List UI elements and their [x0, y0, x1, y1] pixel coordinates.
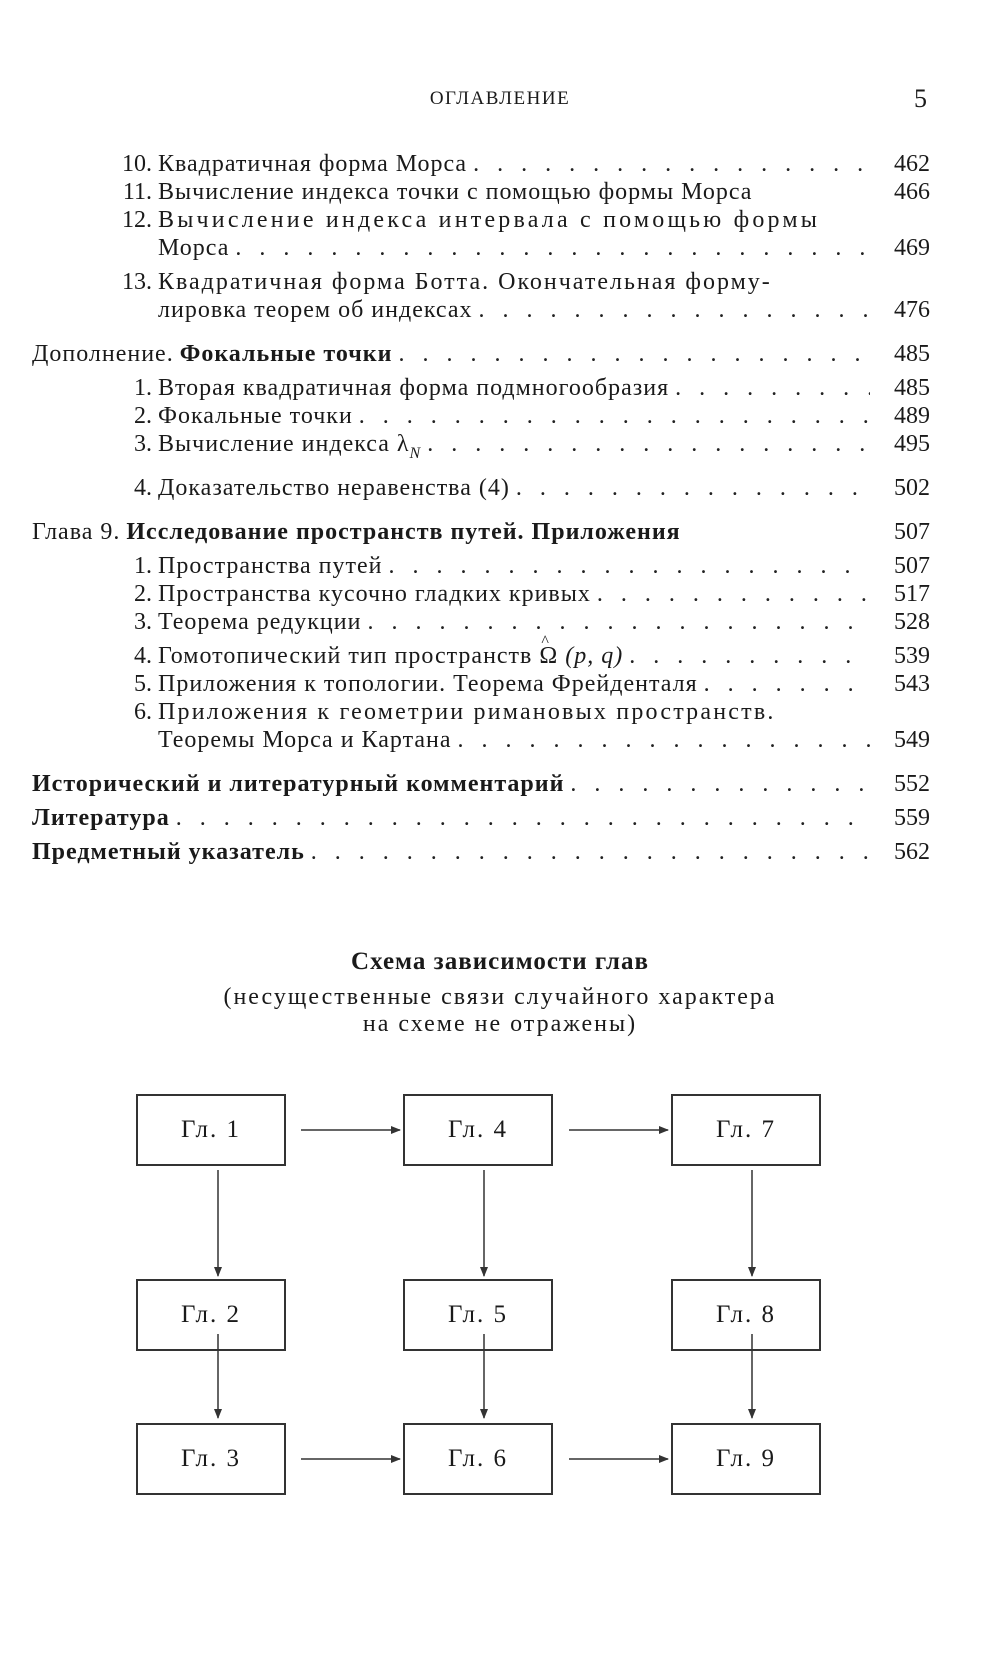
toc-entry-page: 543: [894, 671, 930, 697]
toc-entry-title: Вычисление индекса $\lambda_N$: [158, 431, 422, 462]
toc-entry-number: 4.: [134, 475, 152, 501]
chapter-box-6[interactable]: Гл. 6: [403, 1423, 553, 1495]
toc-entry-number: 10.: [122, 151, 152, 177]
scheme-note-line1: (несущественные связи случайного характера: [223, 984, 777, 1010]
toc-entry-title: Пространства кусочно гладких кривых: [158, 581, 591, 607]
toc-entry-title: Приложения к топологии. Теорема Фрейденталя: [158, 671, 698, 697]
toc-entry-title: Доказательство неравенства (4): [158, 475, 510, 501]
toc-entry-number: 4.: [134, 643, 152, 669]
toc-entry-number: 1.: [134, 375, 152, 401]
toc-entry-title-line2: Теоремы Морса и Картана: [158, 727, 452, 753]
chapter-box-2[interactable]: Гл. 2: [136, 1279, 286, 1351]
toc-entry-title-line2: лировка теорем об индексах: [158, 297, 473, 323]
chapter-box-3[interactable]: Гл. 3: [136, 1423, 286, 1495]
toc-entry-page: 549: [894, 727, 930, 753]
toc-entry-page: 462: [894, 151, 930, 177]
toc-entry-number: 5.: [134, 671, 152, 697]
chapter-box-8[interactable]: Гл. 8: [671, 1279, 821, 1351]
toc-entry-page: 485: [894, 341, 930, 367]
toc-entry-page: 507: [894, 519, 930, 545]
toc-entry-page: 485: [894, 375, 930, 401]
chapter-box-7[interactable]: Гл. 7: [671, 1094, 821, 1166]
chapter-box-1[interactable]: Гл. 1: [136, 1094, 286, 1166]
toc-entry-page: 539: [894, 643, 930, 669]
toc-entry-number: 1.: [134, 553, 152, 579]
toc-entry-number: 6.: [134, 699, 152, 725]
toc-entry-page: 507: [894, 553, 930, 579]
toc-entry-page: 489: [894, 403, 930, 429]
toc-entry-title: Квадратичная форма Морса: [158, 151, 468, 177]
toc-entry-title: Вычисление индекса точки с помощью формы Морса: [158, 179, 753, 205]
toc-entry-number: 11.: [122, 179, 152, 205]
toc-entry-title: Пространства путей: [158, 553, 383, 579]
toc-entry-number: 2.: [134, 403, 152, 429]
toc-entry-title-line2: Морса: [158, 235, 230, 261]
toc-entry-number: 13.: [122, 269, 152, 295]
running-header: ОГЛАВЛЕНИЕ: [429, 88, 571, 109]
chapter-box-5[interactable]: Гл. 5: [403, 1279, 553, 1351]
toc-entry-page: 552: [894, 771, 930, 797]
chapter-title: Исследование пространств путей. Приложения: [126, 519, 681, 545]
toc-entry-number: 2.: [134, 581, 152, 607]
subscript: N: [409, 445, 422, 462]
toc-entry-title-line1: Вычисление индекса интервала с помощью формы: [158, 207, 821, 233]
toc-entry-title: Исторический и литературный комментарий: [32, 771, 565, 797]
toc-entry-page: 469: [894, 235, 930, 261]
toc-entry-page: 517: [894, 581, 930, 607]
toc-entry-page: 476: [894, 297, 930, 323]
toc-entry-title: Вторая квадратичная форма подмногообразия: [158, 375, 670, 401]
toc-entry-page: 495: [894, 431, 930, 457]
toc-entry-page: 466: [894, 179, 930, 205]
chapter-box-4[interactable]: Гл. 4: [403, 1094, 553, 1166]
toc-entry-number: 3.: [134, 609, 152, 635]
scheme-title: Схема зависимости глав: [351, 948, 649, 975]
chapter-label: Глава 9.: [32, 519, 121, 545]
toc-entry-page: 562: [894, 839, 930, 865]
toc-entry-page: 559: [894, 805, 930, 831]
toc-entry-title: Гомотопический тип пространств ^ Ω (p, q): [158, 642, 623, 670]
omega-hat-symbol: ^ Ω: [539, 642, 558, 670]
toc-entry-title-line1: Приложения к геометрии римановых пространств.: [158, 699, 776, 725]
toc-entry-title: Фокальные точки: [158, 403, 353, 429]
toc-entry-title: Литература: [32, 805, 170, 831]
toc-entry-title-line1: Квадратичная форма Ботта. Окончательная форму-: [158, 269, 772, 295]
chapter-box-9[interactable]: Гл. 9: [671, 1423, 821, 1495]
toc-entry-title: Теорема редукции: [158, 609, 362, 635]
toc-entry-page: 502: [894, 475, 930, 501]
page-number: 5: [914, 84, 927, 113]
toc-entry-number: 12.: [122, 207, 152, 233]
appendix-label: Дополнение.: [32, 341, 174, 367]
appendix-title: Фокальные точки: [179, 341, 393, 367]
toc-entry-page: 528: [894, 609, 930, 635]
scheme-note-line2: на схеме не отражены): [362, 1011, 638, 1037]
toc-entry-number: 3.: [134, 431, 152, 457]
toc-entry-title: Предметный указатель: [32, 839, 305, 865]
